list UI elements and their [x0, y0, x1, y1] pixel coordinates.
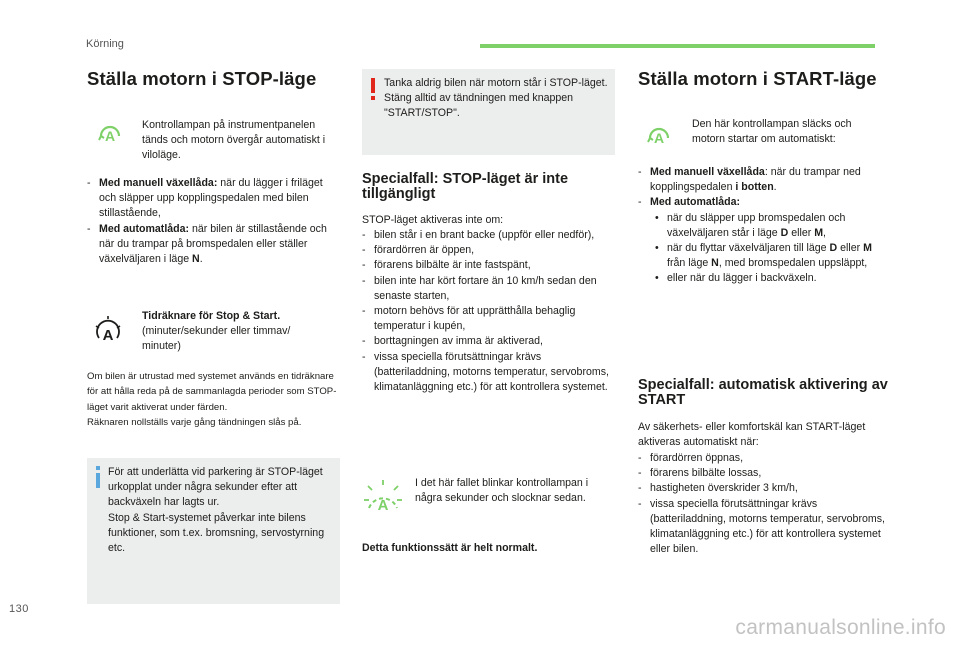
sub-list-item: • eller när du lägger i backväxeln.: [650, 271, 888, 286]
stop-start-timer-icon: [93, 314, 123, 346]
left-intro: Kontrollampan på instrumentpanelen tänds och motorn övergår automatiskt i viloläge.: [142, 119, 326, 162]
svg-text:A: A: [377, 497, 389, 514]
timer-subtitle: (minuter/sekunder eller timmav/ minuter): [142, 325, 291, 353]
list-item: - Med manuell växellåda: när du trampar ned kopplingspedalen i botten.: [638, 165, 888, 195]
sub-list-item: • när du släpper upp bromspedalen och växelväljaren står i läge D eller M,: [650, 211, 888, 241]
warning-text: Tanka aldrig bilen när motorn står i STOP-läget. Stäng alltid av tändningen med knappen "START/STOP".: [384, 77, 608, 120]
start-mode-indicator-icon: [646, 124, 672, 146]
list-item: - borttagningen av imma är aktiverad,: [362, 334, 616, 349]
list-item: - hastigheten överskrider 3 km/h,: [638, 481, 888, 496]
warning-icon: [369, 78, 377, 100]
timer-note: Om bilen är utrustad med systemet används en tidräknare för att hålla reda på de sammanlagda perioder som STOP-läget varit aktiverat under färden. Räknaren nollställs varje gång tändningen slås på.: [87, 371, 337, 429]
left-stop-conditions: [87, 176, 337, 267]
list-item: - bilen inte har kört fortare än 10 km/h sedan den senaste starten,: [362, 274, 616, 304]
auto-start-intro: Av säkerhets- eller komfortskäl kan START-läget aktiveras automatiskt när:: [638, 421, 866, 449]
list-item: - vissa speciella förutsättningar krävs (batteriladdning, motorns temperatur, servobroms, klimatanläggning etc.) för att kontrollera systemet eller bilen.: [638, 497, 888, 558]
header-accent-bar: [480, 44, 875, 48]
list-item: - förarens bilbälte är inte fastspänt,: [362, 258, 616, 273]
list-item: - förarens bilbälte lossas,: [638, 466, 888, 481]
stop-unavailable-title: Specialfall: STOP-läget är inte tillgängligt: [362, 171, 569, 202]
list-item: - förardörren öppnas,: [638, 451, 888, 466]
list-item: - bilen står i en brant backe (uppför eller nedför),: [362, 228, 616, 243]
list-item: - Med manuell växellåda: när du lägger i friläget och släpper upp kopplingspedalen med bilen stillastående,: [87, 176, 337, 222]
auto-start-title: Specialfall: automatisk aktivering av START: [638, 377, 888, 408]
list-item: - Med automatlåda: • när du släpper upp bromspedalen och växelväljaren står i läge D eller M, • när du flyttar växelväljaren till läge D eller M från läge N, med bromspedalen uppsläppt, • eller när du lägger i backväxeln.: [638, 195, 888, 286]
start-conditions: [638, 165, 888, 287]
svg-text:A: A: [102, 327, 114, 344]
stop-mode-indicator-icon: [97, 122, 123, 144]
left-title: Ställa motorn i STOP-läge: [87, 68, 317, 89]
sub-list-item: • när du flyttar växelväljaren till läge D eller M från läge N, med bromspedalen uppsläppt,: [650, 241, 888, 271]
normal-text: Detta funktionssätt är helt normalt.: [362, 542, 538, 554]
blinking-indicator-icon: [363, 478, 403, 518]
right-intro: Den här kontrollampan släcks och motorn startar om automatiskt:: [692, 118, 852, 146]
blink-text: I det här fallet blinkar kontrollampan i några sekunder och slocknar sedan.: [415, 477, 589, 505]
list-item: - Med automatlåda: när bilen är stillastående och när du trampar på bromspedalen eller ställer växelväljaren i läge N.: [87, 222, 337, 268]
auto-start-list: [638, 451, 888, 557]
stop-unavailable-intro: STOP-läget aktiveras inte om:: [362, 214, 504, 226]
svg-text:A: A: [104, 128, 116, 144]
list-item: - förardörren är öppen,: [362, 243, 616, 258]
stop-unavailable-list: [362, 228, 616, 395]
page-number: 130: [9, 603, 29, 615]
timer-title: Tidräknare för Stop & Start.: [142, 310, 281, 322]
section-label: Körning: [86, 38, 124, 50]
info-icon: [94, 466, 102, 488]
svg-text:A: A: [653, 130, 665, 146]
info-text: För att underlätta vid parkering är STOP-läget urkopplat under några sekunder efter att backväxeln har lagts ur. Stop & Start-systemet påverkar inte bilens funktioner, som t.ex. bromsning, servostyrning etc.: [108, 466, 325, 555]
watermark: carmanualsonline.info: [735, 616, 946, 639]
list-item: - vissa speciella förutsättningar krävs (batteriladdning, motorns temperatur, servobroms, klimatanläggning etc.) för att kontrollera systemet.: [362, 350, 616, 396]
right-title: Ställa motorn i START-läge: [638, 68, 877, 89]
list-item: - motorn behövs för att upprätthålla behaglig temperatur i kupén,: [362, 304, 616, 334]
